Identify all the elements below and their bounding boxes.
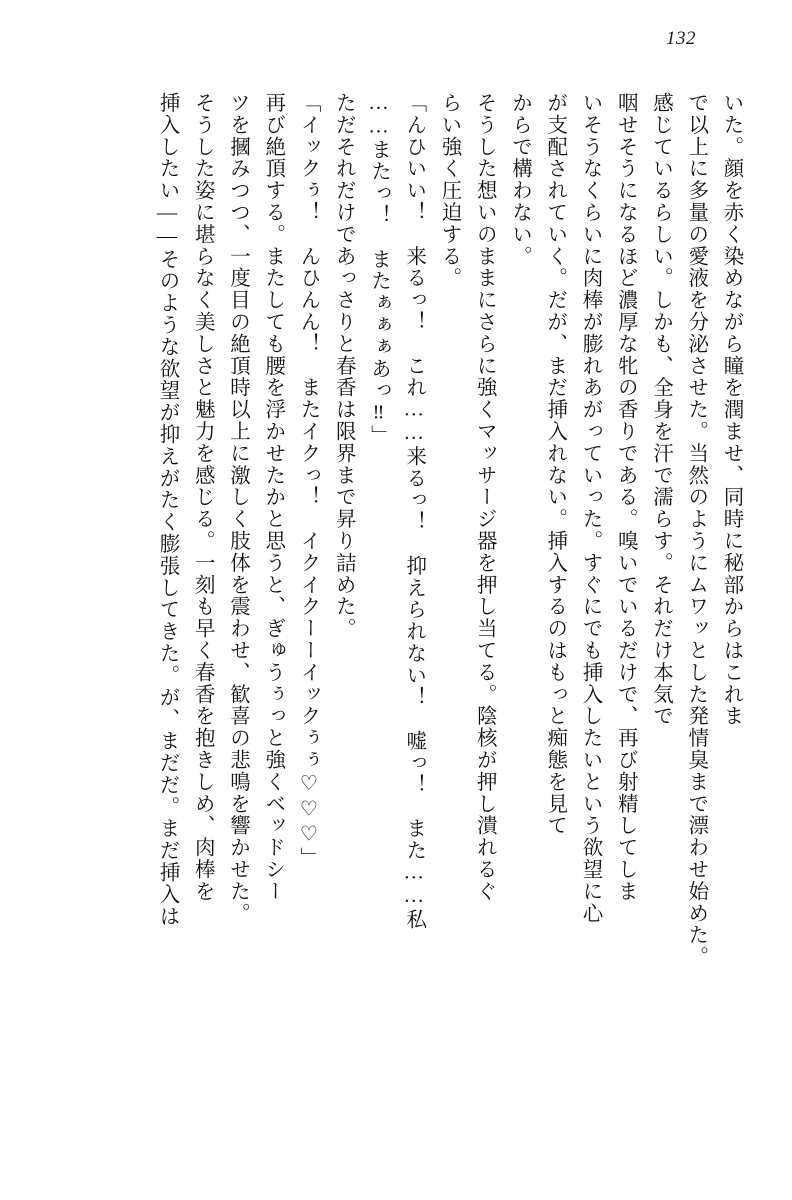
text-line: からで構わない。 [508, 92, 531, 268]
text-line: 再び絶頂する。またしても腰を浮かせたかと思うと、ぎゅうぅっと強くベッドシー [261, 92, 284, 903]
text-line: そうした想いのままにさらに強くマッサージ器を押し当てる。陰核が押し潰れるぐ [473, 92, 496, 903]
text-line: 「イックぅ！ んひんん！ またイクっ！ イクイクーーイックぅぅ♡♡♡」 [297, 92, 319, 869]
text-line: ツを摑みつつ、一度目の絶頂時以上に激しく肢体を震わせ、歓喜の悲鳴を響かせた。 [226, 92, 249, 925]
page-body-text [36, 92, 748, 1132]
text-line: が支配されていく。だが、まだ挿入れない。挿入するのはもっと痴態を見て [543, 92, 566, 837]
text-line: 感じているらしい。しかも、全身を汗で濡らす。それだけ本気で [649, 92, 672, 728]
text-line: で以上に多量の愛液を分泌させた。当然のようにムワッとした発情臭まで漂わせ始めた。 [684, 92, 707, 968]
page-number: 132 [666, 28, 696, 49]
text-line: 「んひいい！ 来るっ！ これ……来るっ！ 抑えられない！ 嘘っ！ また……私 [402, 92, 425, 931]
text-line: いそうなくらいに肉棒が膨れあがっていった。すぐにでも挿入したいという欲望に心 [579, 92, 601, 925]
text-line: いた。顔を赤く染めながら瞳を潤ませ、同時に秘部からはこれま [720, 92, 742, 728]
text-line: らい強く圧迫する。 [438, 92, 460, 290]
text-line: 咽せそうになるほど濃厚な牝の香りである。嗅いでいるだけで、再び射精してしま [614, 92, 637, 903]
text-line: 挿入したい――そのような欲望が抑えがたく膨張してきた。が、まだだ。まだ挿入は [156, 92, 178, 928]
text-line: ただそれだけであっさりと春香は限界まで昇り詰めた。 [332, 92, 355, 640]
text-line: ……またっ！ またぁぁぁあっ‼」 [367, 92, 390, 447]
text-line: そうした姿に堪らなく美しさと魅力を感じる。一刻も早く春香を抱きしめ、肉棒を [191, 92, 214, 903]
